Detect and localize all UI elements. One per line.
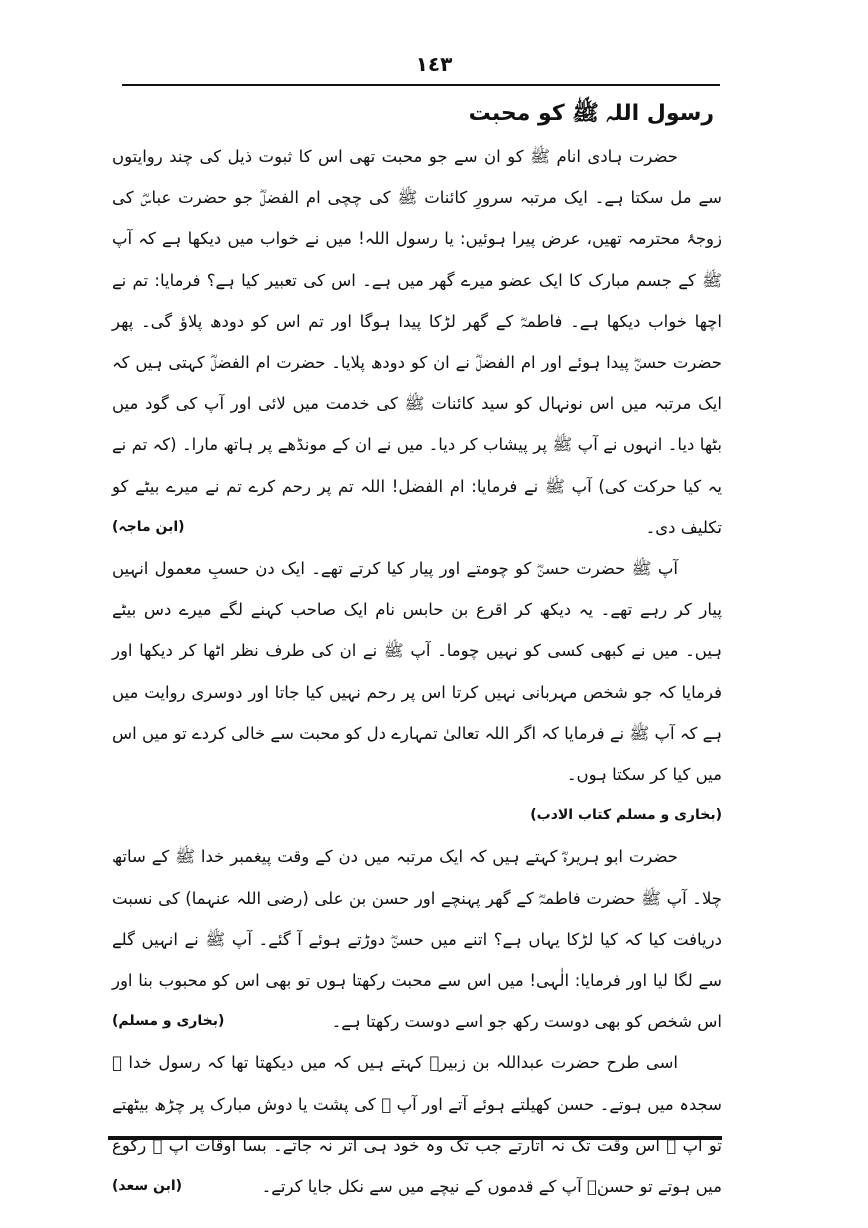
paragraph-3-citation: (بخاری و مسلم) xyxy=(112,1013,225,1030)
page-content xyxy=(112,92,722,1207)
paragraph-4 xyxy=(112,1042,722,1207)
header-rule xyxy=(122,84,720,86)
paragraph-1-citation: (ابن ماجہ) xyxy=(112,518,185,535)
paragraph-2-text: آپ ﷺ حضرت حسنؓ کو چومتے اور پیار کیا کرتے تھے۔ ایک دن حسبِ معمول انہیں پیار کر رہے تھے۔ یہ دیکھ کر اقرع بن حابس نام ایک صاحب کہنے لگے میرے دس بیٹے ہیں۔ میں نے کبھی کسی کو نہیں چوما۔ آپ ﷺ نے ان کی طرف نظر اٹھا کر دیکھا اور فرمایا کہ جو شخص مہربانی نہیں کرتا اس پر رحم نہیں کیا جاتا اور دوسری روایت میں ہے کہ آپ ﷺ نے فرمایا کہ اگر اللہ تعالیٰ تمہارے دل کو محبت سے خالی کردے تو میں اس میں کیا کر سکتا ہوں۔ xyxy=(111,559,722,785)
paragraph-4-citation: (ابن سعد) xyxy=(112,1178,183,1195)
paragraph-1-text: حضرت ہادی انام ﷺ کو ان سے جو محبت تھی اس کا ثبوت ذیل کی چند روایتوں سے مل سکتا ہے۔ ایک مرتبہ سرورِ کائنات ﷺ کی چچی ام الفضلؓ جو حضرت عباسؓ کی زوجۂ محترمہ تھیں، عرض پیرا ہوئیں: یا رسول اللہ! میں نے خواب میں دیکھا ہے کہ آپ ﷺ کے جسم مبارک کا ایک عضو میرے گھر میں ہے۔ اس کی تعبیر کیا ہے؟ فرمایا: تم نے اچھا خواب دیکھا ہے۔ فاطمہؓ کے گھر لڑکا پیدا ہوگا اور تم اس کو دودھ پلاؤ گی۔ پھر حضرت حسنؓ پیدا ہوئے اور ام الفضلؓ نے ان کو دودھ پلایا۔ حضرت ام الفضلؓ کہتی ہیں کہ ایک مرتبہ میں اس نونہال کو سید کائنات ﷺ کی خدمت میں لائی اور آپ کی گود میں بٹھا دیا۔ انہوں نے آپ ﷺ پر پیشاب کر دیا۔ میں نے ان کے مونڈھے پر ہاتھ مارا۔ (کہ تم نے یہ کیا حرکت کی) آپ ﷺ نے فرمایا: ام الفضل! اللہ تم پر رحم کرے تم نے میرے بیٹے کو تکلیف دی۔ xyxy=(112,147,722,537)
paragraph-4-text: اسی طرح حضرت عبداللہ بن زبیرؓ کہتے ہیں کہ میں دیکھتا تھا کہ رسول خدا ﷺ سجدہ میں ہوتے۔ حسن کھیلتے ہوئے آتے اور آپ ﷺ کی پشت یا دوش مبارک پر چڑھ بیٹھتے تو آپ ﷺ اس وقت تک نہ اتارتے جب تک وہ خود ہی اتر نہ جاتے۔ بسا اوقات آپ ﷺ رکوع میں ہوتے تو حسنؓ آپ کے قدموں کے نیچے میں سے نکل جایا کرتے۔ xyxy=(112,1053,722,1197)
paragraph-3-text: حضرت ابو ہریرہؓ کہتے ہیں کہ ایک مرتبہ میں دن کے وقت پیغمبر خدا ﷺ کے ساتھ چلا۔ آپ ﷺ حضرت فاطمہؓ کے گھر پہنچے اور حسن بن علی (رضی اللہ عنہما) کی نسبت دریافت کیا کہ کیا لڑکا یہاں ہے؟ اتنے میں حسنؓ دوڑتے ہوئے آ گئے۔ آپ ﷺ نے انہیں گلے سے لگا لیا اور فرمایا: الٰہی! میں اس سے محبت رکھتا ہوں تو بھی اس کو محبوب بنا اور اس شخص کو بھی دوست رکھ جو اسے دوست رکھتا ہے۔ xyxy=(112,847,722,1032)
paragraph-2-citation: (بخاری و مسلم کتاب الادب) xyxy=(530,807,722,824)
footer-rule xyxy=(108,1136,722,1140)
paragraph-1 xyxy=(112,136,722,548)
page-number: ١٤٣ xyxy=(415,52,453,76)
section-heading: رسول اللہ ﷺ کو محبت xyxy=(468,101,714,126)
paragraph-3 xyxy=(112,836,722,1042)
paragraph-2 xyxy=(112,548,722,795)
